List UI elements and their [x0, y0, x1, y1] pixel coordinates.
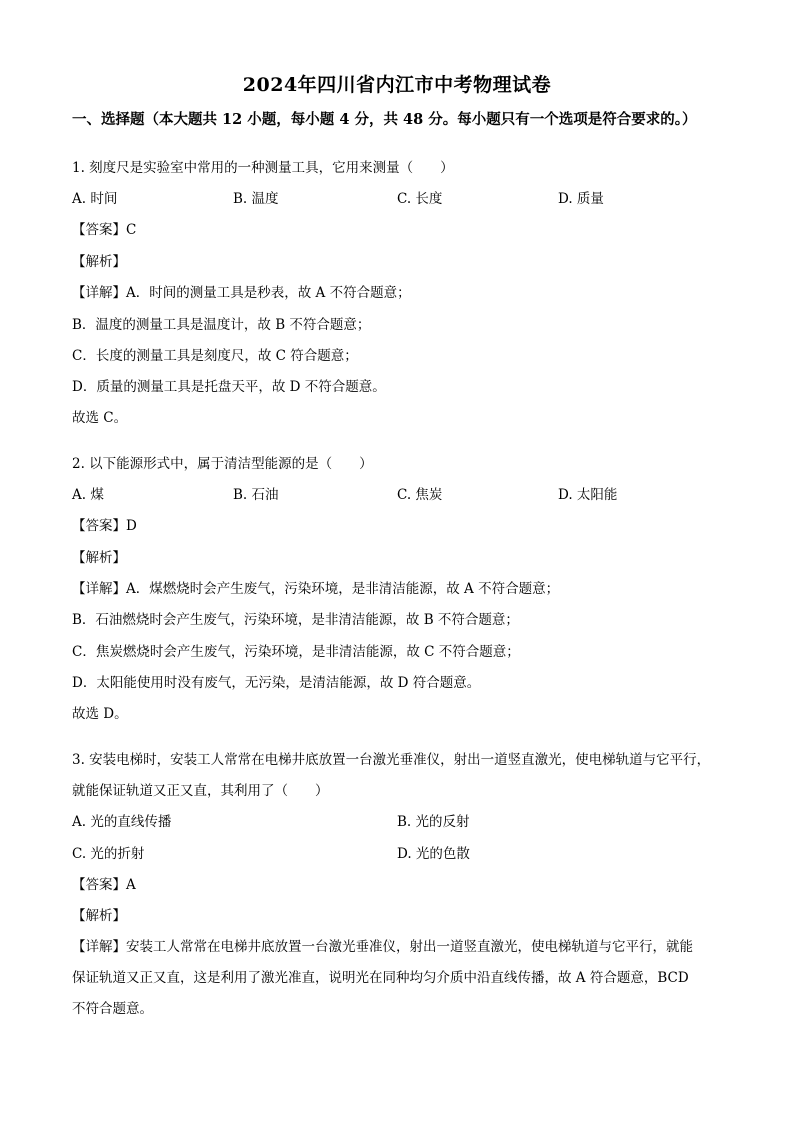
q2-answer: 【答案】D [72, 518, 137, 534]
q1-detail-line: B．温度的测量工具是温度计，故 B 不符合题意； [72, 317, 371, 333]
q1-option-b: B. 温度 [233, 191, 279, 207]
q1-analysis: 【解析】 [72, 254, 126, 270]
q3-option-b: B. 光的反射 [397, 814, 470, 830]
page-title: 2024年四川省内江市中考物理试卷 [242, 74, 552, 96]
q1-detail-line: C．长度的测量工具是刻度尺，故 C 符合题意； [72, 348, 358, 364]
q3-answer: 【答案】A [72, 877, 136, 893]
q3-stem-line: 3. 安装电梯时，安装工人常常在电梯井底放置一台激光垂准仪，射出一道竖直激光，使电梯轨道与它平行， [72, 752, 711, 768]
q3-stem-line: 就能保证轨道又正又直，其利用了（ ） [72, 783, 329, 799]
q3-option-a: A. 光的直线传播 [72, 814, 172, 830]
q3-detail-line: 不符合题意。 [72, 1001, 153, 1017]
q2-option-a: A. 煤 [72, 487, 104, 503]
q1-detail-line: D．质量的测量工具是托盘天平，故 D 不符合题意。 [72, 379, 386, 395]
q3-analysis: 【解析】 [72, 908, 126, 924]
q2-detail-line: C．焦炭燃烧时会产生废气，污染环境，是非清洁能源，故 C 不符合题意； [72, 644, 520, 660]
q2-option-d: D. 太阳能 [558, 487, 618, 503]
q1-detail-line: 【详解】A．时间的测量工具是秒表，故 A 不符合题意； [72, 285, 411, 301]
q1-stem: 1. 刻度尺是实验室中常用的一种测量工具，它用来测量（ ） [72, 160, 454, 176]
q3-detail-line: 【详解】安装工人常常在电梯井底放置一台激光垂准仪，射出一道竖直激光，使电梯轨道与它平行，就能 [72, 939, 693, 955]
q3-detail-line: 保证轨道又正又直，这是利用了激光准直，说明光在同种均匀介质中沿直线传播，故 A 符合题意，BCD [72, 970, 689, 986]
q2-option-b: B. 石油 [233, 487, 279, 503]
q1-conclusion: 故选 C。 [72, 410, 128, 426]
section-heading: 一、选择题（本大题共 12 小题，每小题 4 分，共 48 分。每小题只有一个选项是符合要求的。） [72, 111, 697, 128]
q2-detail-line: D．太阳能使用时没有废气，无污染，是清洁能源，故 D 符合题意。 [72, 675, 481, 691]
q3-option-c: C. 光的折射 [72, 846, 145, 862]
q3-option-d: D. 光的色散 [397, 846, 470, 862]
q2-detail-line: 【详解】A．煤燃烧时会产生废气，污染环境，是非清洁能源，故 A 不符合题意； [72, 581, 560, 597]
q2-option-c: C. 焦炭 [397, 487, 443, 503]
q1-option-a: A. 时间 [72, 191, 118, 207]
q1-option-d: D. 质量 [558, 191, 604, 207]
q2-detail-line: B．石油燃烧时会产生废气，污染环境，是非清洁能源，故 B 不符合题意； [72, 612, 519, 628]
q2-conclusion: 故选 D。 [72, 706, 128, 722]
q2-stem: 2. 以下能源形式中，属于清洁型能源的是（ ） [72, 456, 373, 472]
q1-option-c: C. 长度 [397, 191, 443, 207]
q1-answer: 【答案】C [72, 222, 137, 238]
q2-analysis: 【解析】 [72, 550, 126, 566]
